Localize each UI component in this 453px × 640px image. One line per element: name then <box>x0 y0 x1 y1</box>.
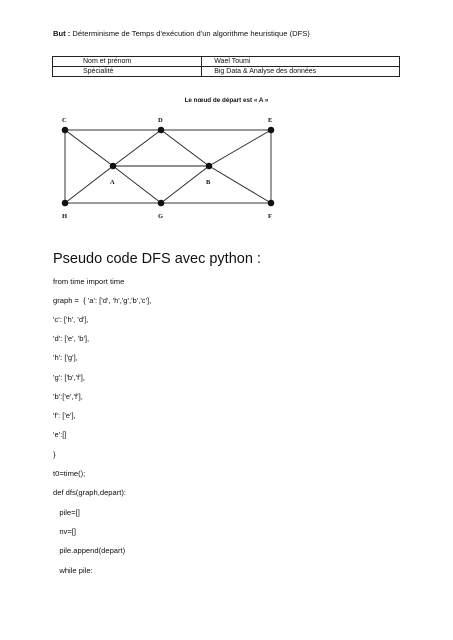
node-label-f: F <box>268 213 272 220</box>
page-title-text: Déterminisme de Temps d'exécution d'un algorithme heuristique (DFS) <box>70 29 310 38</box>
page-title-label: But : <box>53 29 71 38</box>
node-label-h: H <box>62 213 68 220</box>
node-b <box>206 163 213 170</box>
code-line: 'h': ['g'], <box>53 353 78 362</box>
graph-edges <box>65 130 271 203</box>
section-heading: Pseudo code DFS avec python : <box>53 251 261 267</box>
graph-labels <box>62 117 272 220</box>
table-cell-key: Nom et prénom <box>53 57 202 67</box>
node-h <box>62 200 69 207</box>
table-cell-value: Big Data & Analyse des données <box>202 67 400 77</box>
edge-c-a <box>65 130 113 166</box>
code-line: from time import time <box>53 277 125 286</box>
code-line: pile.append(depart) <box>53 546 126 555</box>
edge-g-b <box>161 166 209 203</box>
edge-d-a <box>113 130 161 166</box>
table-cell-key: Spécialité <box>53 67 202 77</box>
node-f <box>268 200 275 207</box>
code-line: 'c': ['h', 'd'], <box>53 315 89 324</box>
code-line: def dfs(graph,depart): <box>53 488 127 497</box>
code-line: 'd': ['e', 'b'], <box>53 334 90 343</box>
node-label-d: D <box>158 117 163 124</box>
code-line: } <box>53 450 56 459</box>
node-label-g: G <box>158 213 164 220</box>
edge-f-b <box>209 166 271 203</box>
edge-d-b <box>161 130 209 166</box>
code-line: 'e':[] <box>53 430 67 439</box>
code-line: 'g': ['b','f'], <box>53 373 85 382</box>
node-c <box>62 127 69 134</box>
code-line: while pile: <box>53 566 93 575</box>
node-label-a: A <box>110 179 115 186</box>
graph-nodes <box>62 127 275 207</box>
code-line: pile=[] <box>53 508 80 517</box>
code-line: graph = { 'a': ['d', 'h','g','b','c'], <box>53 296 152 305</box>
edge-g-a <box>113 166 161 203</box>
outer-rectangle <box>65 130 271 203</box>
start-node-caption: Le nœud de départ est « A » <box>184 97 269 104</box>
node-label-b: B <box>206 179 211 186</box>
edge-h-a <box>65 166 113 203</box>
node-a <box>110 163 117 170</box>
code-line: t0=time(); <box>53 469 86 478</box>
code-line: 'f': ['e'], <box>53 411 76 420</box>
node-e <box>268 127 275 134</box>
graph-diagram <box>0 0 453 240</box>
node-d <box>158 127 165 134</box>
edge-e-b <box>209 130 271 166</box>
node-label-c: C <box>62 117 67 124</box>
node-g <box>158 200 165 207</box>
table-cell-value: Wael Toumi <box>202 57 400 67</box>
node-label-e: E <box>268 117 273 124</box>
code-line: nv=[] <box>53 527 77 536</box>
code-line: 'b':['e','f'], <box>53 392 83 401</box>
